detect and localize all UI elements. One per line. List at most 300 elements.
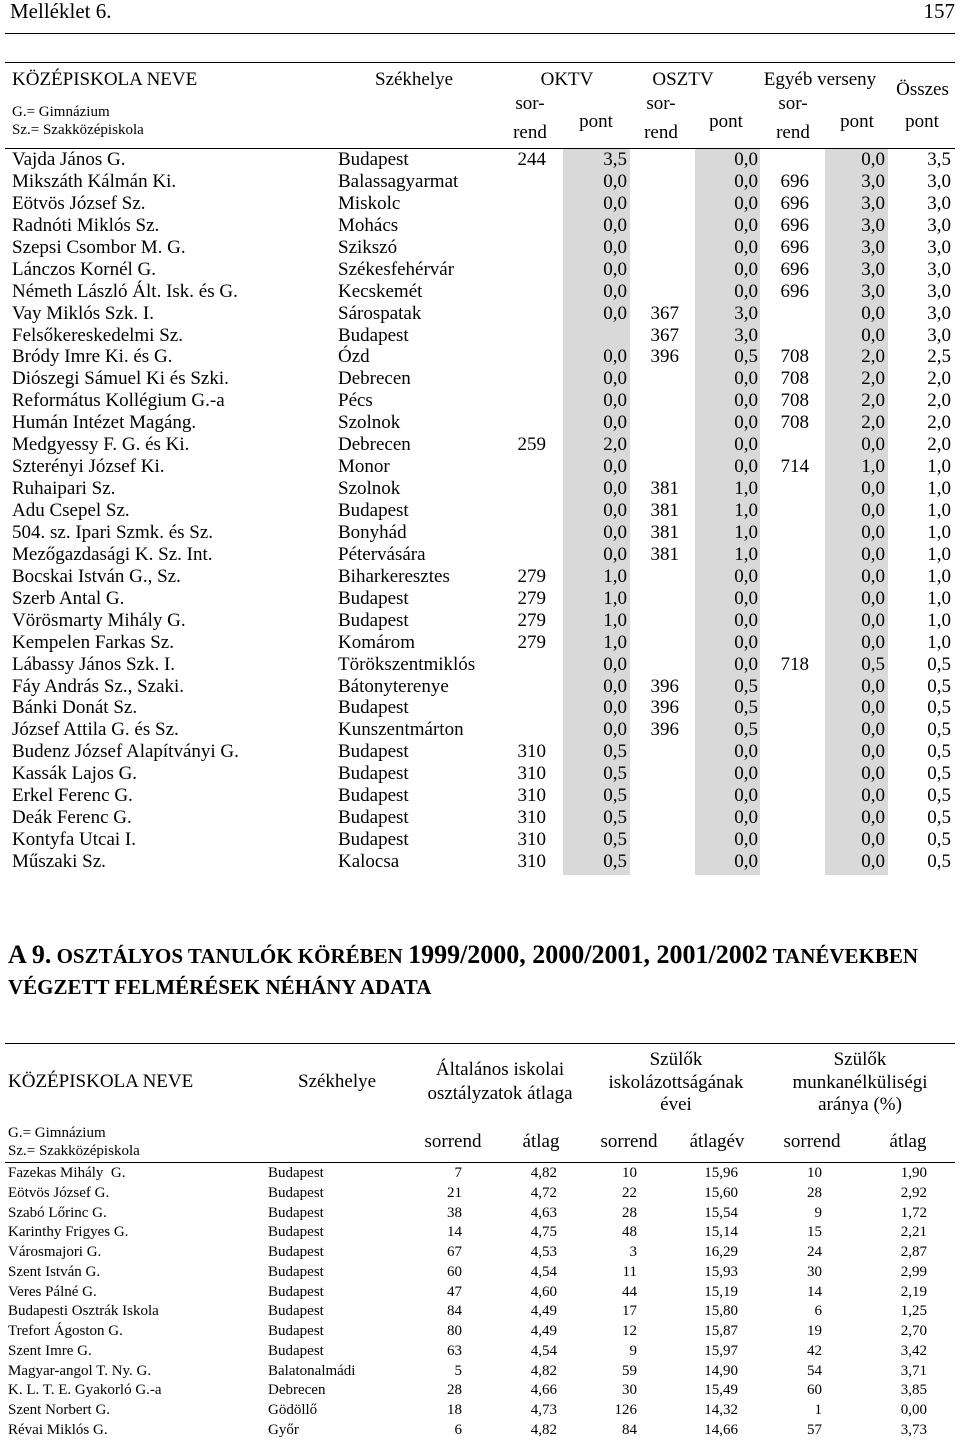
osztv-rank-cell: 367 xyxy=(650,324,679,346)
unemployment-rate-cell: 2,87 xyxy=(900,1244,927,1261)
city-cell: Szikszó xyxy=(338,236,398,258)
oktv-rank-cell: 279 xyxy=(517,565,546,587)
education-rank-cell: 30 xyxy=(622,1382,637,1399)
osztv-points-cell: 0,0 xyxy=(734,609,758,631)
city-cell: Debrecen xyxy=(338,368,411,390)
other-points-cell: 0,0 xyxy=(861,565,885,587)
city-cell: Sárospatak xyxy=(338,302,422,324)
city-cell: Budapest xyxy=(268,1303,324,1320)
table-row xyxy=(0,697,960,719)
total-points-cell: 3,0 xyxy=(927,258,951,280)
unemployment-rank-cell: 6 xyxy=(814,1303,822,1320)
oktv-points-cell: 0,5 xyxy=(603,829,627,851)
osztv-rank-cell: 381 xyxy=(650,521,679,543)
table-row xyxy=(0,588,960,610)
other-rank-cell: 696 xyxy=(780,214,809,236)
grades-rank-cell: 18 xyxy=(447,1402,462,1419)
school-name-cell: József Attila G. és Sz. xyxy=(12,719,179,741)
table-row xyxy=(0,237,960,259)
city-cell: Kalocsa xyxy=(338,851,400,872)
table2-body xyxy=(0,1164,960,1441)
osztv-points-cell: 0,0 xyxy=(734,390,758,412)
table2-header-grades: Általános iskolai osztályzatok átlaga xyxy=(427,1059,573,1104)
osztv-points-cell: 1,0 xyxy=(734,521,758,543)
city-cell: Bátonyterenye xyxy=(338,675,449,697)
table-row xyxy=(0,346,960,368)
table-row xyxy=(0,807,960,829)
grades-rank-cell: 63 xyxy=(447,1342,462,1359)
unemployment-rank-cell: 9 xyxy=(814,1204,822,1221)
city-cell: Budapest xyxy=(338,587,409,609)
school-name-cell: 504. sz. Ipari Szmk. és Sz. xyxy=(12,521,214,543)
table-row xyxy=(0,1401,960,1421)
osztv-rank-cell: 367 xyxy=(650,302,679,324)
other-rank-cell: 708 xyxy=(780,412,809,434)
school-name-cell: Diószegi Sámuel Ki és Szki. xyxy=(12,368,229,390)
total-points-cell: 0,5 xyxy=(927,785,951,807)
school-name-cell: Vajda János G. xyxy=(12,149,126,170)
city-cell: Budapest xyxy=(338,149,409,170)
other-points-cell: 0,0 xyxy=(861,829,885,851)
table-row xyxy=(0,1302,960,1322)
table-row xyxy=(0,500,960,522)
oktv-points-cell: 3,5 xyxy=(603,149,627,170)
unemployment-rate-header: átlag xyxy=(889,1131,927,1152)
osztv-points-cell: 0,0 xyxy=(734,434,758,456)
oktv-points-cell: 0,0 xyxy=(603,500,627,521)
other-points-cell: 0,0 xyxy=(861,521,885,543)
osztv-points-cell: 0,0 xyxy=(734,653,758,675)
table-row xyxy=(0,281,960,303)
school-name-cell: Szent Norbert G. xyxy=(8,1402,111,1419)
total-points-cell: 1,0 xyxy=(927,521,951,543)
education-years-cell: 15,96 xyxy=(704,1165,738,1181)
osztv-rank-cell: 396 xyxy=(650,697,679,719)
oktv-points-cell: 0,0 xyxy=(603,719,627,741)
grades-rank-cell: 28 xyxy=(447,1382,462,1399)
grades-rank-cell: 5 xyxy=(454,1362,462,1379)
other-points-cell: 0,0 xyxy=(861,543,885,565)
unemployment-rank-cell: 1 xyxy=(814,1402,822,1419)
unemployment-rank-cell: 15 xyxy=(807,1224,822,1241)
unemployment-rate-cell: 2,21 xyxy=(900,1224,927,1241)
unemployment-rate-cell: 1,72 xyxy=(900,1204,927,1221)
page-number: 157 xyxy=(923,0,955,23)
total-points-cell: 2,0 xyxy=(927,412,951,434)
osztv-rank-header: sor- rend xyxy=(644,93,678,143)
other-rank-cell: 696 xyxy=(780,258,809,280)
other-points-cell: 0,0 xyxy=(861,500,885,521)
other-rank-cell: 696 xyxy=(780,170,809,192)
school-name-cell: Budapesti Osztrák Iskola xyxy=(8,1303,159,1320)
other-points-cell: 3,0 xyxy=(861,192,885,214)
osztv-points-cell: 0,0 xyxy=(734,214,758,236)
oktv-rank-cell: 244 xyxy=(517,149,546,170)
school-name-cell: Felsőkereskedelmi Sz. xyxy=(12,324,183,346)
school-name-cell: Fazekas Mihály G. xyxy=(8,1165,126,1181)
osztv-points-cell: 0,5 xyxy=(734,719,758,741)
city-cell: Budapest xyxy=(338,500,409,521)
other-points-header: pont xyxy=(840,111,874,132)
city-cell: Szolnok xyxy=(338,412,401,434)
table-row xyxy=(0,1322,960,1342)
table2-header-rule xyxy=(5,1162,955,1163)
table-row xyxy=(0,434,960,456)
other-points-cell: 0,0 xyxy=(861,807,885,829)
table-row xyxy=(0,763,960,785)
table-row xyxy=(0,368,960,390)
school-name-cell: Szterényi József Ki. xyxy=(12,456,165,478)
total-points-cell: 2,0 xyxy=(927,368,951,390)
city-cell: Balatonalmádi xyxy=(268,1362,356,1379)
school-name-cell: Szabó Lőrinc G. xyxy=(8,1204,107,1221)
unemployment-rank-cell: 42 xyxy=(807,1342,822,1359)
table-row xyxy=(0,1381,960,1401)
city-cell: Miskolc xyxy=(338,192,401,214)
grades-rank-cell: 14 xyxy=(447,1224,462,1241)
other-points-cell: 0,0 xyxy=(861,851,885,872)
school-name-cell: Kempelen Farkas Sz. xyxy=(12,631,174,653)
school-name-cell: Bánki Donát Sz. xyxy=(12,697,138,719)
school-name-cell: Kontyfa Utcai I. xyxy=(12,829,136,851)
total-points-cell: 2,5 xyxy=(927,346,951,368)
grades-average-cell: 4,53 xyxy=(530,1244,557,1261)
city-cell: Gödöllő xyxy=(268,1402,318,1419)
grades-average-cell: 4,75 xyxy=(530,1224,557,1241)
osztv-points-cell: 0,5 xyxy=(734,675,758,697)
other-rank-cell: 708 xyxy=(780,368,809,390)
city-cell: Mohács xyxy=(338,214,399,236)
grades-rank-cell: 21 xyxy=(447,1184,462,1201)
grades-average-cell: 4,66 xyxy=(530,1382,557,1399)
other-points-cell: 3,0 xyxy=(861,280,885,302)
unemployment-rate-cell: 3,42 xyxy=(900,1342,927,1359)
table-row xyxy=(0,1204,960,1224)
table-row xyxy=(0,1421,960,1441)
oktv-points-cell: 0,0 xyxy=(603,236,627,258)
oktv-points-cell: 0,0 xyxy=(603,653,627,675)
city-cell: Biharkeresztes xyxy=(338,565,450,587)
grades-rank-header: sorrend xyxy=(424,1131,482,1152)
total-points-cell: 0,5 xyxy=(927,741,951,763)
unemployment-rank-cell: 19 xyxy=(807,1323,822,1340)
osztv-points-cell: 0,0 xyxy=(734,192,758,214)
table-row xyxy=(0,325,960,347)
table2-header-parents-unemployment: Szülők munkanélküliségi aránya (%) xyxy=(792,1049,928,1115)
table2-header-school: KÖZÉPISKOLA NEVE xyxy=(8,1071,194,1092)
section-years: 1999/2000, 2000/2001, 2001/2002 xyxy=(408,940,768,969)
grades-rank-cell: 7 xyxy=(454,1165,462,1181)
school-name-cell: Mikszáth Kálmán Ki. xyxy=(12,170,177,192)
unemployment-rate-cell: 3,73 xyxy=(900,1421,927,1438)
education-years-cell: 14,66 xyxy=(704,1421,738,1438)
table-row xyxy=(0,193,960,215)
education-rank-cell: 59 xyxy=(622,1362,637,1379)
header-rule xyxy=(5,33,955,34)
total-points-cell: 0,5 xyxy=(927,851,951,872)
table-row xyxy=(0,1283,960,1303)
grades-rank-cell: 80 xyxy=(447,1323,462,1340)
education-years-cell: 16,29 xyxy=(704,1244,738,1261)
osztv-points-cell: 1,0 xyxy=(734,543,758,565)
school-name-cell: Trefort Ágoston G. xyxy=(8,1323,123,1340)
total-points-cell: 1,0 xyxy=(927,609,951,631)
total-points-cell: 0,5 xyxy=(927,763,951,785)
table1-header-osztv: OSZTV xyxy=(652,69,714,90)
total-points-cell: 0,5 xyxy=(927,719,951,741)
school-name-cell: K. L. T. E. Gyakorló G.-a xyxy=(8,1382,162,1399)
osztv-points-cell: 0,0 xyxy=(734,763,758,785)
school-name-cell: Adu Csepel Sz. xyxy=(12,500,130,521)
oktv-points-cell: 0,5 xyxy=(603,851,627,872)
unemployment-rate-cell: 1,90 xyxy=(900,1165,927,1181)
table1-header-school: KÖZÉPISKOLA NEVE xyxy=(12,69,198,90)
school-name-cell: Lábassy János Szk. I. xyxy=(12,653,176,675)
other-points-cell: 0,0 xyxy=(861,719,885,741)
osztv-points-cell: 0,0 xyxy=(734,412,758,434)
osztv-rank-cell: 381 xyxy=(650,543,679,565)
total-points-cell: 3,5 xyxy=(927,149,951,170)
table-row xyxy=(0,851,960,873)
unemployment-rate-cell: 3,85 xyxy=(900,1382,927,1399)
osztv-points-cell: 0,0 xyxy=(734,170,758,192)
unemployment-rank-cell: 10 xyxy=(807,1165,822,1181)
oktv-points-cell: 0,0 xyxy=(603,302,627,324)
grades-average-header: átlag xyxy=(522,1131,560,1152)
osztv-points-cell: 0,5 xyxy=(734,346,758,368)
osztv-points-cell: 0,0 xyxy=(734,807,758,829)
school-name-cell: Deák Ferenc G. xyxy=(12,807,132,829)
total-points-cell: 1,0 xyxy=(927,478,951,500)
city-cell: Budapest xyxy=(268,1342,324,1359)
city-cell: Budapest xyxy=(268,1263,324,1280)
osztv-rank-cell: 381 xyxy=(650,500,679,521)
table-row xyxy=(0,719,960,741)
city-cell: Debrecen xyxy=(338,434,411,456)
grades-average-cell: 4,54 xyxy=(530,1263,557,1280)
osztv-points-cell: 0,0 xyxy=(734,368,758,390)
oktv-rank-cell: 310 xyxy=(517,741,546,763)
total-points-cell: 2,0 xyxy=(927,434,951,456)
school-name-cell: Bocskai István G., Sz. xyxy=(12,565,181,587)
table1-header-other: Egyéb verseny xyxy=(763,69,877,90)
total-points-cell: 3,0 xyxy=(927,236,951,258)
city-cell: Budapest xyxy=(268,1224,324,1241)
table-row xyxy=(0,456,960,478)
oktv-points-cell: 0,0 xyxy=(603,170,627,192)
total-points-cell: 3,0 xyxy=(927,214,951,236)
osztv-points-cell: 0,0 xyxy=(734,456,758,478)
city-cell: Budapest xyxy=(338,829,409,851)
city-cell: Pécs xyxy=(338,390,373,412)
oktv-points-cell: 1,0 xyxy=(603,609,627,631)
oktv-points-cell: 0,0 xyxy=(603,258,627,280)
other-points-cell: 3,0 xyxy=(861,258,885,280)
other-points-cell: 2,0 xyxy=(861,368,885,390)
other-points-cell: 0,0 xyxy=(861,785,885,807)
oktv-points-cell: 0,0 xyxy=(603,214,627,236)
city-cell: Törökszentmiklós xyxy=(338,653,476,675)
table-row xyxy=(0,412,960,434)
city-cell: Debrecen xyxy=(268,1382,326,1399)
unemployment-rank-header: sorrend xyxy=(783,1131,841,1152)
other-points-cell: 0,0 xyxy=(861,763,885,785)
other-rank-cell: 696 xyxy=(780,236,809,258)
city-cell: Komárom xyxy=(338,631,416,653)
table-row xyxy=(0,632,960,654)
city-cell: Budapest xyxy=(268,1244,324,1261)
total-points-cell: 1,0 xyxy=(927,631,951,653)
school-name-cell: Erkel Ferenc G. xyxy=(12,785,133,807)
city-cell: Budapest xyxy=(338,807,409,829)
city-cell: Budapest xyxy=(338,609,409,631)
education-years-cell: 15,80 xyxy=(704,1303,738,1320)
unemployment-rate-cell: 2,99 xyxy=(900,1263,927,1280)
table-row xyxy=(0,303,960,325)
city-cell: Kecskemét xyxy=(338,280,423,302)
education-rank-cell: 3 xyxy=(629,1244,637,1261)
other-rank-cell: 708 xyxy=(780,346,809,368)
other-rank-cell: 714 xyxy=(780,456,809,478)
oktv-points-cell: 0,0 xyxy=(603,456,627,478)
table1-body xyxy=(0,149,960,873)
oktv-points-cell: 0,0 xyxy=(603,346,627,368)
osztv-points-cell: 0,0 xyxy=(734,565,758,587)
total-points-cell: 1,0 xyxy=(927,587,951,609)
other-points-cell: 0,0 xyxy=(861,675,885,697)
other-rank-cell: 708 xyxy=(780,390,809,412)
education-rank-cell: 17 xyxy=(622,1303,637,1320)
city-cell: Bonyhád xyxy=(338,521,407,543)
education-rank-cell: 10 xyxy=(622,1165,637,1181)
education-years-cell: 14,90 xyxy=(704,1362,738,1379)
unemployment-rank-cell: 14 xyxy=(807,1283,822,1300)
education-years-cell: 15,54 xyxy=(704,1204,738,1221)
city-cell: Balassagyarmat xyxy=(338,170,459,192)
other-points-cell: 0,0 xyxy=(861,302,885,324)
city-cell: Budapest xyxy=(268,1204,324,1221)
table-row xyxy=(0,1362,960,1382)
table-row xyxy=(0,1243,960,1263)
school-name-cell: Eötvös József G. xyxy=(8,1184,110,1201)
total-points-cell: 0,5 xyxy=(927,653,951,675)
city-cell: Budapest xyxy=(338,324,409,346)
city-cell: Győr xyxy=(268,1421,299,1438)
oktv-rank-cell: 310 xyxy=(517,785,546,807)
oktv-rank-cell: 279 xyxy=(517,609,546,631)
oktv-rank-cell: 310 xyxy=(517,763,546,785)
grades-rank-cell: 47 xyxy=(447,1283,462,1300)
education-years-cell: 15,87 xyxy=(704,1323,738,1340)
education-rank-cell: 44 xyxy=(622,1283,637,1300)
school-name-cell: Radnóti Miklós Sz. xyxy=(12,214,160,236)
school-name-cell: Medgyessy F. G. és Ki. xyxy=(12,434,190,456)
osztv-points-cell: 0,0 xyxy=(734,785,758,807)
total-points-cell: 3,0 xyxy=(927,170,951,192)
unemployment-rate-cell: 0,00 xyxy=(900,1402,927,1419)
osztv-points-header: pont xyxy=(709,111,743,132)
osztv-points-cell: 0,0 xyxy=(734,829,758,851)
table2-top-rule xyxy=(5,1043,955,1044)
table1-legend-gimnazium: G.= Gimnázium xyxy=(12,104,110,120)
school-name-cell: Budenz József Alapítványi G. xyxy=(12,741,239,763)
education-rank-header: sorrend xyxy=(600,1131,658,1152)
other-points-cell: 0,0 xyxy=(861,434,885,456)
table1-header-total: Összes xyxy=(896,79,949,100)
oktv-rank-cell: 279 xyxy=(517,631,546,653)
osztv-points-cell: 0,5 xyxy=(734,697,758,719)
grades-average-cell: 4,60 xyxy=(530,1283,557,1300)
city-cell: Budapest xyxy=(338,697,409,719)
other-points-cell: 3,0 xyxy=(861,236,885,258)
section-title-line2: VÉGZETT FELMÉRÉSEK NÉHÁNY ADATA xyxy=(8,975,432,999)
table-row xyxy=(0,544,960,566)
education-rank-cell: 84 xyxy=(622,1421,637,1438)
education-years-cell: 15,49 xyxy=(704,1382,738,1399)
table-row xyxy=(0,215,960,237)
grades-rank-cell: 38 xyxy=(447,1204,462,1221)
osztv-points-cell: 3,0 xyxy=(734,324,758,346)
total-points-cell: 2,0 xyxy=(927,390,951,412)
school-name-cell: Városmajori G. xyxy=(8,1244,102,1261)
school-name-cell: Mezőgazdasági K. Sz. Int. xyxy=(12,543,213,565)
oktv-rank-cell: 310 xyxy=(517,807,546,829)
grades-rank-cell: 60 xyxy=(447,1263,462,1280)
education-rank-cell: 12 xyxy=(622,1323,637,1340)
city-cell: Budapest xyxy=(338,741,409,763)
other-points-cell: 0,0 xyxy=(861,587,885,609)
city-cell: Budapest xyxy=(338,763,409,785)
other-rank-cell: 696 xyxy=(780,192,809,214)
education-rank-cell: 9 xyxy=(629,1342,637,1359)
education-years-header: átlagév xyxy=(689,1131,745,1152)
table-row xyxy=(0,1263,960,1283)
table-row xyxy=(0,1164,960,1184)
table-row xyxy=(0,654,960,676)
table-row xyxy=(0,741,960,763)
school-name-cell: Kassák Lajos G. xyxy=(12,763,138,785)
education-rank-cell: 28 xyxy=(622,1204,637,1221)
table2-legend-gimnazium: G.= Gimnázium xyxy=(8,1125,106,1141)
school-name-cell: Műszaki Sz. xyxy=(12,851,106,872)
other-points-cell: 1,0 xyxy=(861,456,885,478)
city-cell: Budapest xyxy=(268,1184,324,1201)
total-points-cell: 1,0 xyxy=(927,565,951,587)
oktv-points-cell: 0,0 xyxy=(603,675,627,697)
school-name-cell: Humán Intézet Magáng. xyxy=(12,412,197,434)
total-points-cell: 1,0 xyxy=(927,543,951,565)
grades-average-cell: 4,49 xyxy=(530,1303,557,1320)
education-years-cell: 15,19 xyxy=(704,1283,738,1300)
other-points-cell: 0,0 xyxy=(861,631,885,653)
table1-legend-szakkozepiskola: Sz.= Szakközépiskola xyxy=(12,122,144,138)
osztv-rank-cell: 396 xyxy=(650,346,679,368)
city-cell: Budapest xyxy=(268,1283,324,1300)
unemployment-rank-cell: 60 xyxy=(807,1382,822,1399)
school-name-cell: Németh László Ált. Isk. és G. xyxy=(12,280,238,302)
other-points-cell: 3,0 xyxy=(861,214,885,236)
grades-rank-cell: 84 xyxy=(447,1303,462,1320)
osztv-points-cell: 0,0 xyxy=(734,741,758,763)
osztv-points-cell: 0,0 xyxy=(734,631,758,653)
total-points-cell: 3,0 xyxy=(927,192,951,214)
school-name-cell: Ruhaipari Sz. xyxy=(12,478,116,500)
grades-average-cell: 4,82 xyxy=(530,1362,557,1379)
table-row xyxy=(0,676,960,698)
table-row xyxy=(0,610,960,632)
school-name-cell: Vay Miklós Szk. I. xyxy=(12,302,154,324)
oktv-points-cell: 1,0 xyxy=(603,631,627,653)
